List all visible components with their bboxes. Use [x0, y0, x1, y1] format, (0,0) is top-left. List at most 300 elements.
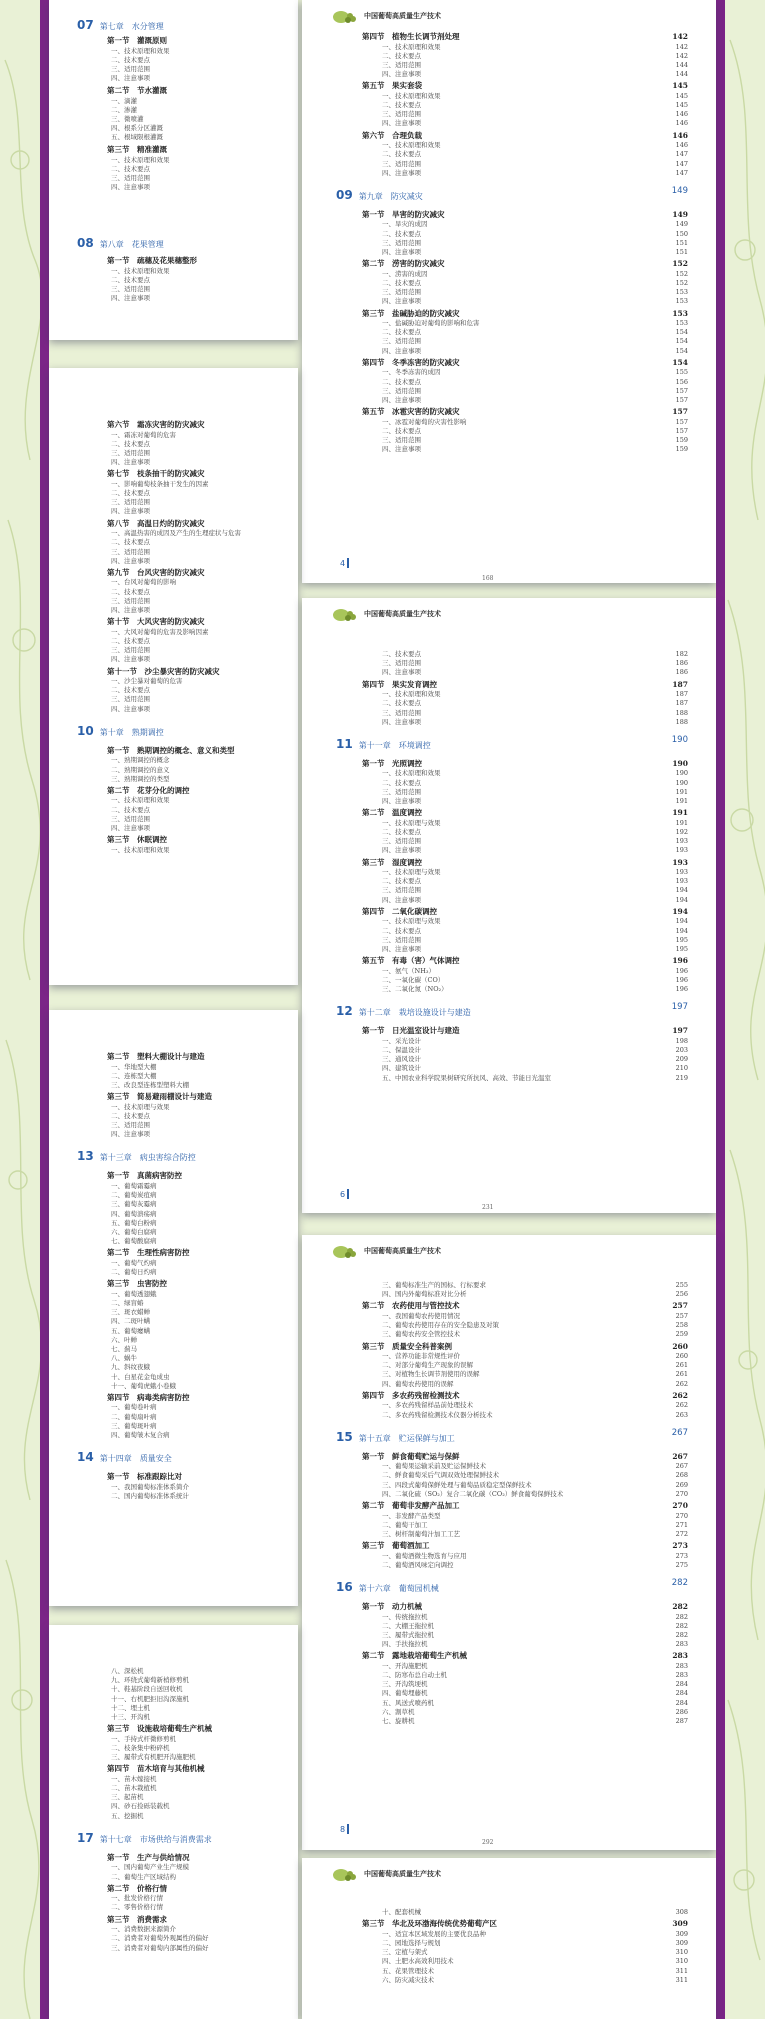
toc-item: 三、适用范围	[111, 174, 150, 182]
page-ref: 258	[675, 1321, 688, 1330]
toc-item: 二、葡萄酒风味定向调控 275	[382, 1560, 688, 1569]
toc-item: 一、手持式杆微修剪机	[111, 1734, 176, 1743]
page-ref: 194	[672, 906, 688, 916]
section-heading: 第四节 冬季冻害的防灾减灾 154	[362, 357, 688, 367]
section-heading: 第二节 涝害的防灾减灾 152	[362, 259, 688, 269]
page-ref: 186	[675, 668, 688, 677]
page-ref: 286	[675, 1707, 688, 1716]
toc-item: 三、葡萄斑叶病	[111, 1421, 157, 1430]
toc-item: 二、技术要点	[111, 587, 150, 596]
section-heading: 第二节 生理性病害防控	[107, 1248, 190, 1258]
toc-item: 二、葡萄生产区域结构	[111, 1872, 176, 1881]
toc-item: 二、苗木栽植机	[111, 1784, 157, 1792]
page-ref: 196	[675, 975, 688, 984]
toc-item: 三、消费者对葡萄内部属性的偏好	[111, 1943, 209, 1952]
toc-item: 一、批发价格行情	[111, 1894, 163, 1903]
page-ref: 261	[675, 1370, 688, 1379]
toc-item: 一、葡萄透翅蛾	[111, 1289, 157, 1298]
toc-item: 四、注意事项	[111, 458, 150, 467]
page-ref: 190	[675, 769, 688, 778]
toc-item: 三、葡萄农药安全管控技术 259	[382, 1330, 688, 1339]
toc-item: 一、技术原理和效果	[111, 845, 170, 854]
page-ref: 191	[675, 787, 688, 796]
toc-item: 一、消费数据来源简介	[111, 1925, 176, 1934]
page-ref: 145	[675, 101, 688, 109]
page-ref: 154	[675, 337, 688, 346]
page-ref: 146	[672, 130, 688, 140]
page-ref: 154	[675, 328, 688, 337]
toc-item: 四、葡萄皱木复合病	[111, 1431, 170, 1439]
page-ref: 191	[672, 808, 688, 818]
toc-item: 四、注意事项 157	[382, 395, 688, 404]
toc-item: 二、一氧化碳（CO） 196	[382, 975, 688, 984]
page-ref: 144	[675, 60, 688, 69]
toc-item: 二、多农药残留检测技术仪器分析技术 263	[382, 1410, 688, 1419]
section-heading: 第三节 休眠调控	[107, 835, 167, 845]
chapter-11-heading: 11 第十一章 环境调控 190	[336, 734, 688, 751]
section-heading: 第七节 枝条抽干的防灾减灾	[107, 469, 205, 479]
section-heading: 第三节 华北及环渤海传统优势葡萄产区 309	[362, 1919, 688, 1929]
page-ref: 310	[675, 1948, 688, 1957]
page-ref: 269	[675, 1480, 688, 1489]
page-ref: 150	[675, 229, 688, 238]
book-title: 中国葡萄高质量生产技术	[364, 610, 441, 618]
page-ref: 152	[675, 278, 688, 287]
section-heading: 第一节 灌溉原则	[107, 36, 167, 45]
page-ref: 153	[672, 308, 688, 318]
page-ref: 282	[675, 1621, 688, 1630]
toc-item: 三、微喷灌	[111, 115, 144, 123]
page-ref: 154	[672, 357, 688, 367]
page-ref: 145	[675, 91, 688, 100]
section-heading: 第三节 湿度调控 193	[362, 857, 688, 867]
toc-item: 二、技术要点	[111, 805, 150, 814]
book-header	[332, 1243, 441, 1259]
page-ref: 193	[672, 857, 688, 867]
toc-item: 三、适用范围 159	[382, 436, 688, 444]
toc-item: 一、滴灌	[111, 97, 137, 105]
page-ref: 197	[672, 1026, 688, 1036]
toc-item: 二、技术要点 156	[382, 377, 688, 386]
toc-item: 三、树杆制葡萄汁加工工艺 272	[382, 1529, 688, 1538]
toc-item: 一、冰雹对葡萄的灾害性影响 157	[382, 417, 688, 426]
toc-item: 三、适用范围 147	[382, 159, 688, 168]
page-ref: 257	[675, 1311, 688, 1320]
toc-item: 四、注意事项	[111, 556, 150, 565]
right-frame-bar	[716, 0, 725, 2019]
page-ref: 309	[672, 1919, 688, 1929]
page-ref: 196	[672, 956, 688, 966]
toc-item: 一、葡萄气灼病	[111, 1258, 157, 1267]
toc-item: 四、注意事项 188	[382, 717, 688, 726]
toc-item: 一、技术原理和效果 146	[382, 141, 688, 150]
page-ref: 309	[675, 1929, 688, 1938]
toc-item: 二、渗灌	[111, 106, 137, 114]
toc-item: 六、葡萄白腐病	[111, 1227, 157, 1236]
toc-item: 一、非发酵产品类型 270	[382, 1511, 688, 1520]
section-heading: 第一节 生产与供给情况	[107, 1852, 190, 1862]
page-ref: 262	[675, 1379, 688, 1388]
page-ref: 190	[672, 758, 688, 768]
toc-item: 二、技术要点 147	[382, 150, 688, 159]
page-ref: 194	[675, 895, 688, 904]
section-heading: 第四节 果实发育调控 187	[362, 679, 688, 689]
toc-item: 三、斑衣蜡蝉	[111, 1308, 150, 1317]
page-ref: 284	[675, 1689, 688, 1698]
page-ref: 282	[672, 1602, 688, 1611]
toc-item: 四、葡萄埋藤机 284	[382, 1689, 688, 1698]
section-heading: 第六节 合理负载 146	[362, 130, 688, 140]
toc-item: 二、技术要点 192	[382, 827, 688, 836]
page-ref: 187	[672, 679, 688, 689]
toc-item: 四、注意事项 153	[382, 297, 688, 306]
toc-item: 一、我国葡萄标准体系简介	[111, 1482, 189, 1491]
grape-logo-icon	[332, 1866, 358, 1882]
page-ref: 259	[675, 1330, 688, 1339]
toc-item: 二、技术要点	[111, 636, 150, 645]
page-ref: 155	[675, 368, 688, 377]
toc-item: 三、葡萄标准生产的国标、行标要求 255	[382, 1281, 688, 1289]
toc-item: 三、改良型连栋型塑料大棚	[111, 1080, 189, 1089]
section-heading: 第二节 花芽分化的调控	[107, 785, 190, 795]
toc-item: 一、熟期调控的概念	[111, 756, 170, 765]
section-heading: 第九节 台风灾害的防灾减灾	[107, 567, 205, 577]
section-heading: 第四节 二氧化碳调控 194	[362, 906, 688, 916]
toc-item: 一、台风对葡萄的影响	[111, 578, 176, 587]
page-ref: 190	[675, 778, 688, 787]
toc-item: 二、技术要点 150	[382, 229, 688, 238]
page-ref: 196	[675, 985, 688, 993]
section-heading: 第三节 设施栽培葡萄生产机械	[107, 1724, 212, 1734]
chapter-page-number: 282	[671, 1578, 688, 1588]
page-ref: 142	[675, 51, 688, 60]
page-ref: 195	[675, 935, 688, 944]
toc-item: 三、适用范围 194	[382, 886, 688, 895]
toc-item: 一、旱灾的成因 149	[382, 220, 688, 229]
page-ref: 147	[675, 150, 688, 159]
chapter-08-heading: 08 第八章 花果管理	[77, 236, 164, 250]
toc-item: 六、叶蝉	[111, 1335, 137, 1344]
page-ref: 151	[675, 248, 688, 256]
toc-item: 二、熟期调控的意义	[111, 765, 170, 774]
toc-item: 一、技术原理与效果 191	[382, 818, 688, 827]
page-ref: 152	[675, 269, 688, 278]
toc-item: 一、霜冻对葡萄的危害	[111, 430, 176, 439]
page-ref: 157	[675, 395, 688, 404]
chapter-10-heading: 10 第十章 熟期调控	[77, 723, 164, 738]
section-heading: 第二节 葡萄非发酵产品加工 270	[362, 1501, 688, 1510]
section-heading: 第四节 病毒类病害防控	[107, 1392, 190, 1402]
toc-item: 二、保温设计 203	[382, 1045, 688, 1054]
toc-item: 四、注意事项	[111, 1130, 150, 1139]
toc-item: 一、传统拖拉机 282	[382, 1612, 688, 1621]
section-heading: 第十节 大风灾害的防灾减灾	[107, 617, 205, 627]
toc-item: 五、挖掘机	[111, 1811, 144, 1820]
left-frame-bar	[40, 0, 49, 2019]
toc-item: 四、注意事项	[111, 507, 150, 516]
next-page-number-stub: 168	[482, 575, 494, 582]
toc-item: 一、国内葡萄产业生产规模	[111, 1863, 189, 1872]
page-number: 4	[340, 558, 349, 568]
page-ref: 267	[672, 1451, 688, 1461]
page-ref: 187	[675, 699, 688, 708]
toc-item: 四、二斑叶螨	[111, 1317, 150, 1326]
page-ref: 210	[675, 1064, 688, 1073]
toc-item: 四、注意事项	[111, 74, 150, 82]
page-ref: 262	[672, 1390, 688, 1400]
toc-item: 三、适用范围 153	[382, 288, 688, 297]
toc-item: 四、注意事项	[111, 824, 150, 832]
toc-item: 五、根域限根灌溉	[111, 133, 163, 141]
page-ref: 284	[675, 1698, 688, 1707]
chapter-page-number: 267	[671, 1427, 688, 1438]
toc-item: 二、技术要点	[111, 686, 150, 695]
page-ref: 193	[675, 868, 688, 876]
chapter-16-heading: 16 第十六章 葡萄园机械 282	[336, 1578, 688, 1594]
page-ref: 146	[675, 141, 688, 150]
section-heading: 第三节 虫害防控	[107, 1279, 167, 1289]
toc-item: 一、多农药残留样品前处理技术 262	[382, 1401, 688, 1410]
toc-item: 三、适用范围 188	[382, 708, 688, 717]
toc-item: 二、技术要点 187	[382, 699, 688, 708]
toc-item: 二、技术要点	[111, 1111, 150, 1120]
page-ref: 283	[672, 1651, 688, 1661]
toc-item: 一、涝害的成因 152	[382, 269, 688, 278]
toc-item: 一、高温热害的成因及产生的生理症状与危害	[111, 529, 241, 538]
book-header	[332, 8, 441, 24]
grape-logo-icon	[332, 606, 358, 622]
toc-item: 一、华地型大棚	[111, 1062, 157, 1071]
toc-item: 四、葡萄农药使用的误解 262	[382, 1379, 688, 1388]
page-ref: 195	[675, 944, 688, 953]
page-ref: 153	[675, 297, 688, 306]
toc-page-2-left	[49, 368, 298, 985]
toc-item: 六、防灾减灾技术 311	[382, 1975, 688, 1984]
toc-item: 四、注意事项	[111, 704, 150, 713]
toc-item: 二、绿盲蝽	[111, 1298, 144, 1307]
page-ref: 261	[675, 1361, 688, 1370]
page-ref: 191	[675, 818, 688, 827]
toc-item: 三、适用范围	[111, 695, 150, 704]
toc-item: 八、蜗牛	[111, 1354, 137, 1363]
toc-item: 四、二氧化硫（SO₂）复合二氧化碳（CO₂）鲜食葡萄保鲜技术 270	[382, 1489, 688, 1498]
page-ref: 273	[675, 1551, 688, 1560]
section-heading: 第四节 苗木培育与其他机械	[107, 1764, 205, 1774]
toc-item: 一、适宜本区域发展的主要优良品种 309	[382, 1929, 688, 1938]
toc-item: 十一、葡萄虎蛾小卷蛾	[111, 1381, 176, 1390]
chapter-15-heading: 15 第十五章 贮运保鲜与加工 267	[336, 1427, 688, 1444]
book-header	[332, 1866, 441, 1882]
toc-page-1-right	[302, 0, 716, 583]
page-ref: 284	[675, 1680, 688, 1689]
page-ref: 273	[672, 1541, 688, 1551]
toc-item: 十二、埋土机	[111, 1703, 150, 1712]
page-ref: 311	[675, 1975, 688, 1984]
toc-item: 三、对植物生长调节剂使用的误解 261	[382, 1370, 688, 1379]
toc-item: 二、技术要点 157	[382, 426, 688, 435]
page-ref: 157	[675, 386, 688, 395]
toc-item: 一、技术原理和效果	[111, 47, 170, 55]
toc-item: 三、起苗机	[111, 1793, 144, 1802]
toc-item: 四、砂石捡砾装载机	[111, 1802, 170, 1811]
page-ref: 188	[675, 708, 688, 717]
toc-item: 一、技术原理和效果	[111, 796, 170, 805]
toc-item: 一、技术原理和效果 145	[382, 91, 688, 100]
page-ref: 193	[675, 837, 688, 846]
toc-item: 二、技术要点 190	[382, 778, 688, 787]
toc-item: 四、根系分区灌溉	[111, 124, 163, 132]
toc-item: 二、技术要点	[111, 165, 150, 173]
toc-item: 八、深松机	[111, 1667, 144, 1675]
section-heading: 第十一节 沙尘暴灾害的防灾减灾	[107, 666, 220, 676]
page-ref: 310	[675, 1957, 688, 1966]
chapter-page-number: 149	[671, 185, 688, 196]
page-ref: 196	[675, 966, 688, 975]
toc-item: 一、技术原理和效果 142	[382, 42, 688, 51]
toc-item: 四、注意事项	[111, 655, 150, 664]
page-ref: 157	[672, 407, 688, 417]
toc-item: 四、土肥水高效利用技术 310	[382, 1957, 688, 1966]
chapter-17-heading: 17 第十七章 市场供给与消费需求	[77, 1830, 212, 1845]
toc-item: 二、园地选择与规划 309	[382, 1938, 688, 1947]
book-title: 中国葡萄高质量生产技术	[364, 1870, 441, 1878]
section-heading: 第五节 有毒（害）气体调控 196	[362, 956, 688, 966]
toc-item: 一、技术原理和效果	[111, 267, 170, 275]
page-ref: 142	[675, 42, 688, 51]
toc-item: 二、技术要点 194	[382, 926, 688, 935]
page-ref: 282	[675, 1630, 688, 1639]
toc-item: 五、中国农业科学院果树研究所抗风、高效、节能日光温室 219	[382, 1073, 688, 1082]
toc-item: 五、葡萄瘿螨	[111, 1326, 150, 1335]
toc-item: 二、葡萄干加工 271	[382, 1520, 688, 1529]
toc-item: 四、注意事项 159	[382, 445, 688, 454]
toc-item: 一、采光设计 198	[382, 1036, 688, 1045]
page-ref: 146	[675, 119, 688, 128]
toc-item: 三、适用范围	[111, 1121, 150, 1129]
toc-item: 三、适用范围	[111, 596, 150, 605]
toc-page-3-right	[302, 1235, 716, 1850]
page-number: 6	[340, 1189, 349, 1199]
page-ref: 186	[675, 659, 688, 668]
page-ref: 308	[675, 1908, 688, 1916]
toc-item: 四、注意事项 147	[382, 168, 688, 177]
section-heading: 第一节 标准跟踪比对	[107, 1472, 182, 1482]
book-title: 中国葡萄高质量生产技术	[364, 1247, 441, 1255]
page-ref: 159	[675, 436, 688, 444]
toc-item: 十三、开沟机	[111, 1713, 150, 1721]
toc-item: 二、技术要点	[111, 489, 150, 497]
page-ref: 154	[675, 346, 688, 355]
section-heading: 第五节 果实套袋 145	[362, 81, 688, 91]
toc-item: 二、葡萄炭疽病	[111, 1191, 157, 1200]
section-heading: 第二节 节水灌溉	[107, 86, 167, 95]
toc-item: 三、定植与架式 310	[382, 1948, 688, 1957]
page-ref: 270	[675, 1511, 688, 1520]
toc-item: 四、手扶拖拉机 283	[382, 1640, 688, 1649]
book-title: 中国葡萄高质量生产技术	[364, 12, 441, 20]
chapter-14-heading: 14 第十四章 质量安全	[77, 1450, 172, 1465]
toc-item: 四、注意事项 194	[382, 895, 688, 904]
toc-item: 一、盐碱胁迫对葡萄的影响和危害 153	[382, 319, 688, 327]
toc-item: 二、零售价格行情	[111, 1903, 163, 1912]
page-ref: 157	[675, 417, 688, 426]
chapter-page-number: 197	[671, 1002, 688, 1013]
page-ref: 147	[675, 159, 688, 168]
page-ref: 219	[675, 1073, 688, 1082]
section-heading: 第五节 冰雹灾害的防灾减灾 157	[362, 407, 688, 417]
page-ref: 283	[675, 1640, 688, 1649]
page-ref: 270	[672, 1501, 688, 1510]
toc-item: 四、注意事项	[111, 183, 150, 191]
toc-item: 七、旋耕机 287	[382, 1717, 688, 1725]
section-heading: 第一节 真菌病害防控	[107, 1171, 182, 1181]
page-ref: 271	[675, 1520, 688, 1529]
section-heading: 第一节 旱害的防灾减灾 149	[362, 209, 688, 219]
page-ref: 193	[675, 846, 688, 855]
toc-item: 二、技术要点	[111, 439, 150, 448]
page-ref: 275	[675, 1560, 688, 1569]
toc-item: 一、技术原理和效果	[111, 156, 170, 164]
page-ref: 147	[675, 168, 688, 177]
section-heading: 第一节 鲜食葡萄贮运与保鲜 267	[362, 1451, 688, 1461]
page-ref: 194	[675, 926, 688, 935]
page-ref: 283	[675, 1661, 688, 1670]
toc-item: 一、营养功能非常规性评价 260	[382, 1352, 688, 1360]
toc-item: 二、技术要点 152	[382, 278, 688, 287]
page-ref: 187	[675, 690, 688, 699]
toc-item: 四、注意事项 186	[382, 668, 688, 677]
toc-item: 三、适用范围 146	[382, 110, 688, 119]
section-heading: 第一节 疏穗及花果穗整形	[107, 256, 197, 265]
toc-item: 三、适用范围 144	[382, 60, 688, 69]
toc-item: 二、连栋型大棚	[111, 1071, 157, 1080]
toc-item: 一、葡萄果运输采前及贮运保鲜技术 267	[382, 1462, 688, 1471]
toc-item: 三、适用范围	[111, 65, 150, 73]
section-heading: 第一节 日光温室设计与建造 197	[362, 1026, 688, 1036]
toc-item: 四、注意事项 144	[382, 70, 688, 79]
toc-item: 一、技术原理与效果 194	[382, 917, 688, 926]
page-ref: 145	[672, 81, 688, 91]
section-heading: 第一节 动力机械 282	[362, 1602, 688, 1611]
toc-item: 二、技术要点 193	[382, 877, 688, 886]
section-heading: 第四节 植物生长调节剂处理 142	[362, 32, 688, 41]
page-ref: 194	[675, 917, 688, 926]
page-ref: 193	[675, 877, 688, 886]
toc-item: 三、适用范围	[111, 646, 150, 655]
toc-item: 四、国内外葡萄标准对比分析 256	[382, 1290, 688, 1299]
toc-item: 二、国内葡萄标准体系统计	[111, 1491, 189, 1500]
toc-item: 二、葡萄农药使用存在的安全隐患及对策 258	[382, 1321, 688, 1330]
section-heading: 第二节 露地栽培葡萄生产机械 283	[362, 1651, 688, 1661]
toc-item: 四、建筑设计 210	[382, 1064, 688, 1073]
toc-item: 三、适用范围	[111, 814, 150, 823]
toc-item: 二、技术要点	[111, 538, 150, 547]
toc-item: 六、割草机 286	[382, 1707, 688, 1716]
toc-item: 一、大风对葡萄的危害及影响因素	[111, 627, 209, 636]
toc-item: 三、四段式葡萄保鲜处理与葡萄品质稳定型保鲜技术 269	[382, 1480, 688, 1489]
toc-item: 三、适用范围	[111, 547, 150, 556]
section-heading: 第三节 精准灌溉	[107, 145, 167, 154]
toc-page-1-left	[49, 0, 298, 340]
page-ref: 144	[675, 70, 688, 79]
page-ref: 191	[675, 797, 688, 805]
toc-item: 一、技术原理与效果	[111, 1102, 170, 1111]
page-ref: 182	[675, 650, 688, 658]
chapter-12-heading: 12 第十二章 栽培设施设计与建造 197	[336, 1002, 688, 1019]
toc-item: 二、防寒布总自动土机 283	[382, 1671, 688, 1679]
page-ref: 268	[675, 1471, 688, 1480]
section-heading: 第二节 塑料大棚设计与建造	[107, 1052, 205, 1061]
